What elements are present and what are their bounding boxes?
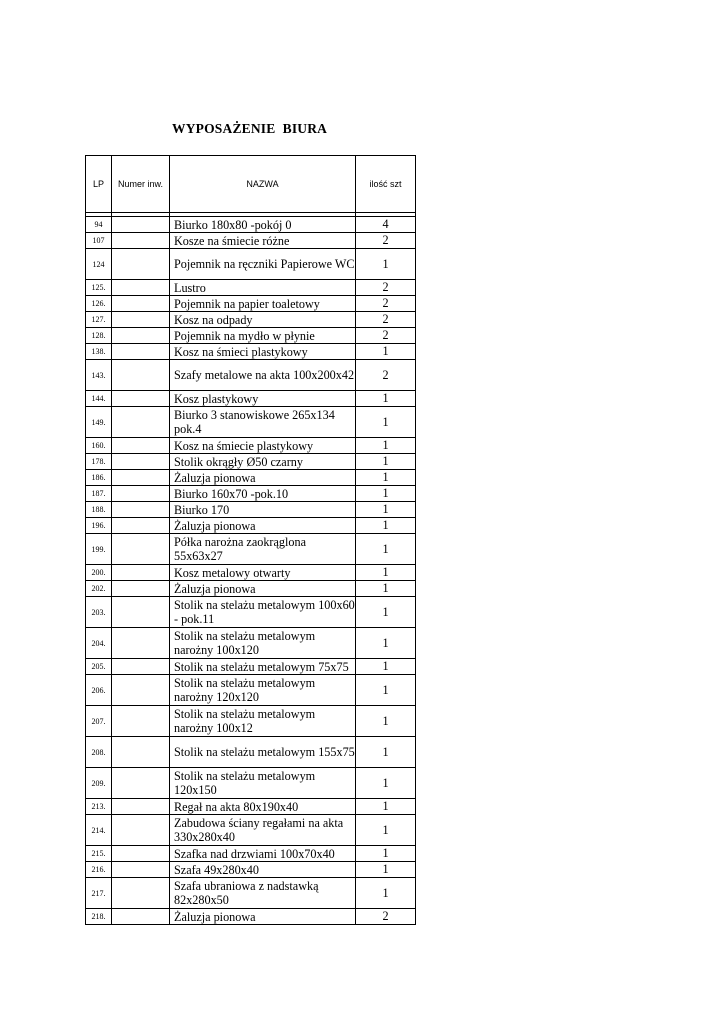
row-inventory-number bbox=[112, 407, 170, 438]
row-lp: 208. bbox=[86, 737, 112, 768]
table-row bbox=[86, 581, 416, 597]
table-row bbox=[86, 815, 416, 846]
row-lp: 206. bbox=[86, 675, 112, 706]
row-quantity: 1 bbox=[356, 768, 416, 799]
row-inventory-number bbox=[112, 878, 170, 909]
row-lp: 203. bbox=[86, 597, 112, 628]
row-lp: 204. bbox=[86, 628, 112, 659]
row-name: Stolik na stelażu metalowym narożny 100x120 bbox=[170, 628, 356, 659]
row-quantity: 2 bbox=[356, 909, 416, 925]
row-lp: 126. bbox=[86, 296, 112, 312]
table-row bbox=[86, 312, 416, 328]
table-row bbox=[86, 391, 416, 407]
document-title: WYPOSAŻENIE BIURA bbox=[172, 121, 328, 136]
row-name: Stolik na stelażu metalowym 155x75 bbox=[170, 737, 356, 768]
row-name: Żaluzja pionowa bbox=[170, 581, 356, 597]
row-inventory-number bbox=[112, 280, 170, 296]
table-row bbox=[86, 344, 416, 360]
row-name: Kosz na śmieci plastykowy bbox=[170, 344, 356, 360]
table-row bbox=[86, 534, 416, 565]
table-row bbox=[86, 217, 416, 233]
row-inventory-number bbox=[112, 862, 170, 878]
row-quantity: 1 bbox=[356, 534, 416, 565]
row-quantity: 1 bbox=[356, 628, 416, 659]
row-lp: 125. bbox=[86, 280, 112, 296]
inventory-table bbox=[85, 155, 416, 925]
row-quantity: 2 bbox=[356, 296, 416, 312]
row-name: Szafa ubraniowa z nadstawką 82x280x50 bbox=[170, 878, 356, 909]
row-inventory-number bbox=[112, 799, 170, 815]
row-quantity: 1 bbox=[356, 815, 416, 846]
row-name: Stolik na stelażu metalowym 120x150 bbox=[170, 768, 356, 799]
row-name: Stolik okrągły Ø50 czarny bbox=[170, 454, 356, 470]
row-lp: 196. bbox=[86, 518, 112, 534]
row-quantity: 4 bbox=[356, 217, 416, 233]
row-lp: 215. bbox=[86, 846, 112, 862]
header-inventory-number: Numer inw. bbox=[112, 156, 170, 213]
header-quantity: ilość szt bbox=[356, 156, 416, 213]
table-row bbox=[86, 628, 416, 659]
row-name: Regał na akta 80x190x40 bbox=[170, 799, 356, 815]
row-quantity: 1 bbox=[356, 407, 416, 438]
row-inventory-number bbox=[112, 470, 170, 486]
table-row bbox=[86, 878, 416, 909]
row-name: Szafy metalowe na akta 100x200x42 bbox=[170, 360, 356, 391]
row-quantity: 2 bbox=[356, 360, 416, 391]
row-lp: 202. bbox=[86, 581, 112, 597]
row-inventory-number bbox=[112, 360, 170, 391]
table-row bbox=[86, 597, 416, 628]
table-row bbox=[86, 862, 416, 878]
row-inventory-number bbox=[112, 518, 170, 534]
table-row bbox=[86, 659, 416, 675]
row-quantity: 1 bbox=[356, 344, 416, 360]
table-row bbox=[86, 565, 416, 581]
row-name: Stolik na stelażu metalowym 75x75 bbox=[170, 659, 356, 675]
row-quantity: 2 bbox=[356, 233, 416, 249]
row-quantity: 1 bbox=[356, 675, 416, 706]
row-inventory-number bbox=[112, 628, 170, 659]
row-lp: 138. bbox=[86, 344, 112, 360]
row-lp: 143. bbox=[86, 360, 112, 391]
row-inventory-number bbox=[112, 768, 170, 799]
row-lp: 186. bbox=[86, 470, 112, 486]
row-name: Kosz na śmiecie plastykowy bbox=[170, 438, 356, 454]
row-quantity: 1 bbox=[356, 486, 416, 502]
row-quantity: 1 bbox=[356, 597, 416, 628]
row-lp: 127. bbox=[86, 312, 112, 328]
row-name: Stolik na stelażu metalowym 100x60 - pok.11 bbox=[170, 597, 356, 628]
row-quantity: 1 bbox=[356, 454, 416, 470]
row-name: Żaluzja pionowa bbox=[170, 909, 356, 925]
table-row bbox=[86, 407, 416, 438]
row-name: Stolik na stelażu metalowym narożny 120x120 bbox=[170, 675, 356, 706]
table-row bbox=[86, 486, 416, 502]
row-lp: 207. bbox=[86, 706, 112, 737]
row-lp: 149. bbox=[86, 407, 112, 438]
row-quantity: 1 bbox=[356, 862, 416, 878]
table-row bbox=[86, 799, 416, 815]
row-name: Biurko 170 bbox=[170, 502, 356, 518]
row-name: Żaluzja pionowa bbox=[170, 470, 356, 486]
row-inventory-number bbox=[112, 328, 170, 344]
row-quantity: 1 bbox=[356, 799, 416, 815]
row-lp: 217. bbox=[86, 878, 112, 909]
row-name: Żaluzja pionowa bbox=[170, 518, 356, 534]
table-row bbox=[86, 233, 416, 249]
row-lp: 213. bbox=[86, 799, 112, 815]
row-name: Biurko 3 stanowiskowe 265x134 pok.4 bbox=[170, 407, 356, 438]
table-row bbox=[86, 768, 416, 799]
row-lp: 160. bbox=[86, 438, 112, 454]
row-inventory-number bbox=[112, 233, 170, 249]
table-body bbox=[86, 217, 416, 925]
row-name: Kosz metalowy otwarty bbox=[170, 565, 356, 581]
table-header-row bbox=[86, 156, 416, 213]
row-name: Biurko 160x70 -pok.10 bbox=[170, 486, 356, 502]
row-name: Szafka nad drzwiami 100x70x40 bbox=[170, 846, 356, 862]
row-inventory-number bbox=[112, 502, 170, 518]
row-lp: 216. bbox=[86, 862, 112, 878]
row-quantity: 1 bbox=[356, 502, 416, 518]
row-inventory-number bbox=[112, 597, 170, 628]
row-inventory-number bbox=[112, 737, 170, 768]
row-lp: 188. bbox=[86, 502, 112, 518]
table-row bbox=[86, 296, 416, 312]
row-inventory-number bbox=[112, 706, 170, 737]
row-inventory-number bbox=[112, 846, 170, 862]
row-inventory-number bbox=[112, 675, 170, 706]
row-name: Kosz na odpady bbox=[170, 312, 356, 328]
row-quantity: 2 bbox=[356, 280, 416, 296]
header-lp: LP bbox=[86, 156, 112, 213]
row-lp: 200. bbox=[86, 565, 112, 581]
row-quantity: 1 bbox=[356, 438, 416, 454]
row-lp: 209. bbox=[86, 768, 112, 799]
table-row bbox=[86, 502, 416, 518]
table-row bbox=[86, 706, 416, 737]
row-quantity: 1 bbox=[356, 565, 416, 581]
row-inventory-number bbox=[112, 659, 170, 675]
row-lp: 199. bbox=[86, 534, 112, 565]
row-quantity: 1 bbox=[356, 706, 416, 737]
row-name: Biurko 180x80 -pokój 0 bbox=[170, 217, 356, 233]
row-quantity: 1 bbox=[356, 470, 416, 486]
row-lp: 178. bbox=[86, 454, 112, 470]
row-inventory-number bbox=[112, 909, 170, 925]
row-name: Lustro bbox=[170, 280, 356, 296]
table-row bbox=[86, 909, 416, 925]
row-lp: 107 bbox=[86, 233, 112, 249]
table-row bbox=[86, 737, 416, 768]
row-quantity: 1 bbox=[356, 659, 416, 675]
row-inventory-number bbox=[112, 534, 170, 565]
row-lp: 128. bbox=[86, 328, 112, 344]
row-name: Zabudowa ściany regałami na akta 330x280x40 bbox=[170, 815, 356, 846]
table-row bbox=[86, 675, 416, 706]
row-name: Pojemnik na ręczniki Papierowe WC bbox=[170, 249, 356, 280]
row-quantity: 1 bbox=[356, 581, 416, 597]
row-name: Szafa 49x280x40 bbox=[170, 862, 356, 878]
table-row bbox=[86, 438, 416, 454]
row-quantity: 1 bbox=[356, 249, 416, 280]
row-inventory-number bbox=[112, 296, 170, 312]
row-name: Półka narożna zaokrąglona 55x63x27 bbox=[170, 534, 356, 565]
row-quantity: 1 bbox=[356, 518, 416, 534]
row-quantity: 2 bbox=[356, 328, 416, 344]
row-quantity: 2 bbox=[356, 312, 416, 328]
table-row bbox=[86, 846, 416, 862]
header-name: NAZWA bbox=[170, 156, 356, 213]
table-row bbox=[86, 280, 416, 296]
row-inventory-number bbox=[112, 565, 170, 581]
table-row bbox=[86, 360, 416, 391]
row-lp: 205. bbox=[86, 659, 112, 675]
row-inventory-number bbox=[112, 486, 170, 502]
row-name: Kosze na śmiecie różne bbox=[170, 233, 356, 249]
table-row bbox=[86, 249, 416, 280]
table-row bbox=[86, 518, 416, 534]
table-row bbox=[86, 470, 416, 486]
row-quantity: 1 bbox=[356, 846, 416, 862]
row-lp: 124 bbox=[86, 249, 112, 280]
row-inventory-number bbox=[112, 581, 170, 597]
row-inventory-number bbox=[112, 454, 170, 470]
table-row bbox=[86, 328, 416, 344]
row-quantity: 1 bbox=[356, 391, 416, 407]
row-quantity: 1 bbox=[356, 878, 416, 909]
row-inventory-number bbox=[112, 815, 170, 846]
row-lp: 218. bbox=[86, 909, 112, 925]
row-name: Stolik na stelażu metalowym narożny 100x12 bbox=[170, 706, 356, 737]
row-lp: 94 bbox=[86, 217, 112, 233]
row-inventory-number bbox=[112, 344, 170, 360]
row-name: Pojemnik na mydło w płynie bbox=[170, 328, 356, 344]
table-row bbox=[86, 454, 416, 470]
row-inventory-number bbox=[112, 217, 170, 233]
row-inventory-number bbox=[112, 249, 170, 280]
row-name: Pojemnik na papier toaletowy bbox=[170, 296, 356, 312]
row-lp: 214. bbox=[86, 815, 112, 846]
row-lp: 144. bbox=[86, 391, 112, 407]
row-name: Kosz plastykowy bbox=[170, 391, 356, 407]
row-quantity: 1 bbox=[356, 737, 416, 768]
row-lp: 187. bbox=[86, 486, 112, 502]
row-inventory-number bbox=[112, 391, 170, 407]
row-inventory-number bbox=[112, 312, 170, 328]
row-inventory-number bbox=[112, 438, 170, 454]
